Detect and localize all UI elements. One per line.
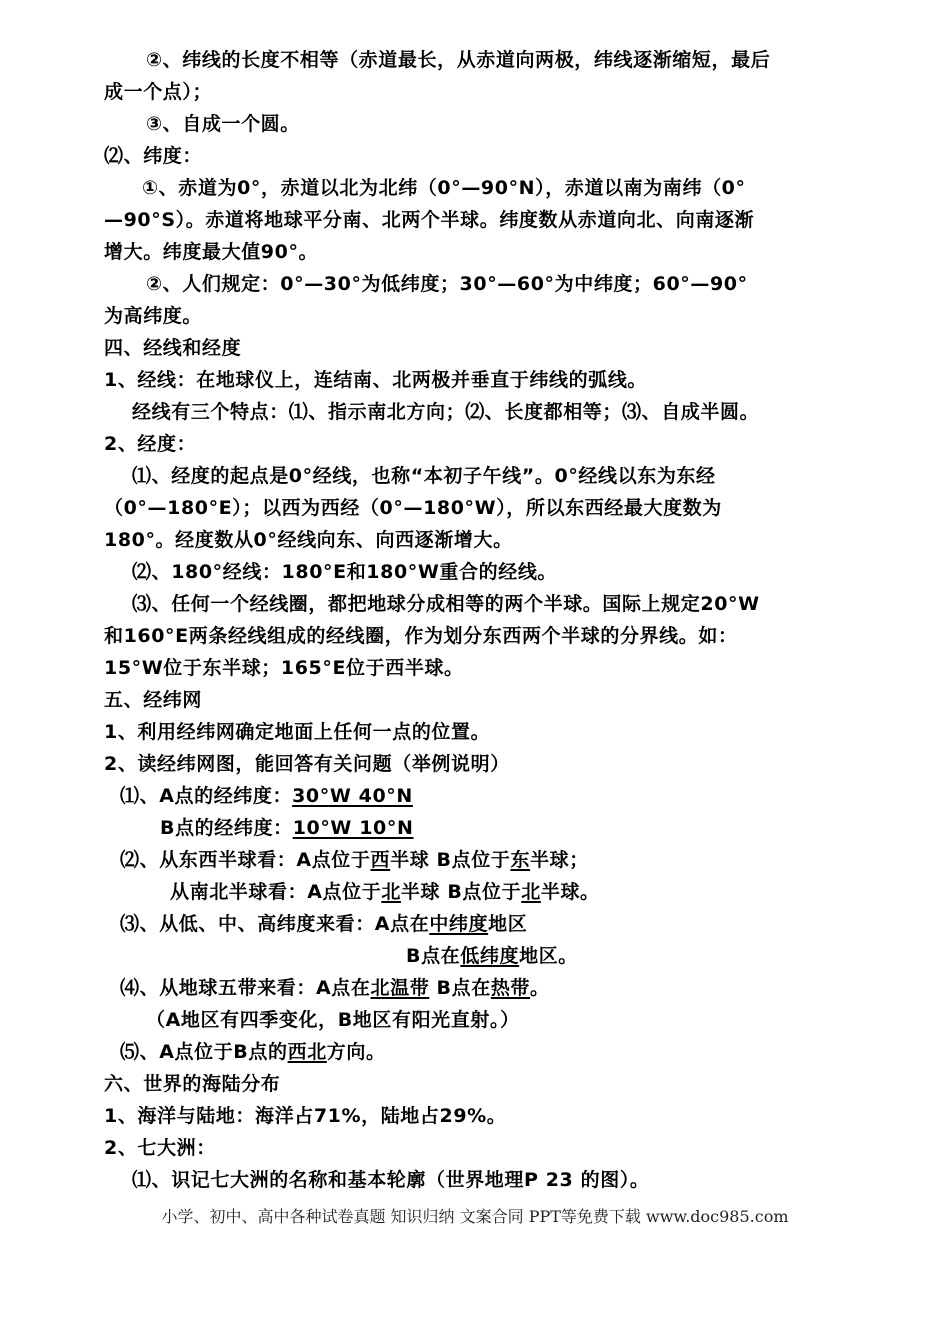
text-segment: B点在 [406, 945, 461, 967]
text-segment: 半球； [530, 849, 589, 871]
page-footer: 小学、初中、高中各种试卷真题 知识归纳 文案合同 PPT等免费下载 www.doc985.com [161, 1207, 789, 1226]
text-line: 经线有三个特点：⑴、指示南北方向；⑵、长度都相等；⑶、自成半圆。 [132, 401, 760, 423]
text-line: 六、世界的海陆分布 [104, 1073, 281, 1095]
text-line: 四、经线和经度 [104, 337, 242, 359]
underlined-answer: 北 [521, 881, 541, 903]
underlined-answer: 低纬度 [460, 945, 520, 967]
text-line: ③、自成一个圆。 [146, 113, 300, 135]
text-line [120, 784, 413, 808]
text-line: 15°W位于东半球；165°E位于西半球。 [104, 657, 464, 679]
text-line: 五、经纬网 [104, 689, 203, 711]
text-line: 成一个点）； [104, 81, 213, 103]
text-line: 和160°E两条经线组成的经线圈，作为划分东西两个半球的分界线。如： [104, 625, 738, 647]
underlined-answer: 北 [381, 881, 401, 903]
text-line: ⑶、任何一个经线圈，都把地球分成相等的两个半球。国际上规定20°W [132, 593, 760, 615]
text-line: 1、经线：在地球仪上，连结南、北两极并垂直于纬线的弧线。 [104, 369, 648, 391]
text-line: ⑴、识记七大洲的名称和基本轮廓（世界地理P 23 的图）。 [132, 1169, 650, 1191]
text-line: 180°。经度数从0°经线向东、向西逐渐增大。 [104, 529, 513, 551]
text-line: 为高纬度。 [104, 305, 203, 327]
text-line: ②、纬线的长度不相等（赤道最长，从赤道向两极，纬线逐渐缩短，最后 [146, 49, 771, 71]
text-line [120, 1040, 386, 1064]
text-line [170, 880, 600, 904]
text-line: 2、七大洲： [104, 1137, 216, 1159]
text-segment: ⑵、从东西半球看：A点位于 [120, 849, 371, 871]
text-segment: B点的经纬度： [160, 817, 293, 839]
text-line: （0°—180°E）；以西为西经（0°—180°W），所以东西经最大度数为 [104, 497, 722, 519]
text-segment: 半球。 [540, 881, 600, 903]
text-segment: 半球 B点位于 [400, 881, 522, 903]
text-line: 1、海洋与陆地：海洋占71%，陆地占29%。 [104, 1105, 507, 1127]
text-segment: 方向。 [326, 1041, 386, 1063]
text-line [120, 976, 550, 1000]
text-line: 2、读经纬网图，能回答有关问题（举例说明） [104, 753, 510, 775]
text-segment: B点在 [429, 977, 491, 999]
text-segment: 。 [530, 977, 550, 999]
text-line: ⑵、纬度： [104, 145, 203, 167]
text-line: 增大。纬度最大值90°。 [104, 241, 319, 263]
text-segment: ⑷、从地球五带来看：A点在 [120, 977, 371, 999]
text-segment: 从南北半球看：A点位于 [170, 881, 382, 903]
text-line: ⑵、180°经线：180°E和180°W重合的经线。 [132, 561, 558, 583]
text-segment: 地区 [488, 913, 528, 935]
text-line [120, 912, 527, 936]
underlined-answer: 北温带 [370, 977, 430, 999]
underlined-answer: 中纬度 [429, 913, 489, 935]
underlined-answer: 西 [370, 849, 391, 871]
text-segment: ⑸、A点位于B点的 [120, 1041, 288, 1063]
text-line: ⑴、经度的起点是0°经线，也称“本初子午线”。0°经线以东为东经 [132, 465, 716, 487]
text-line: ①、赤道为0°，赤道以北为北纬（0°—90°N），赤道以南为南纬（0° [142, 177, 746, 199]
text-line [406, 944, 578, 968]
text-line [160, 816, 413, 840]
underlined-answer: 10°W 10°N [292, 817, 414, 839]
text-segment: 半球 B点位于 [390, 849, 511, 871]
text-line: ②、人们规定：0°—30°为低纬度；30°—60°为中纬度；60°—90° [146, 273, 748, 295]
text-line: 2、经度： [104, 433, 197, 455]
text-segment: 地区。 [519, 945, 578, 967]
text-line: （A地区有四季变化，B地区有阳光直射。） [146, 1009, 520, 1031]
text-segment: ⑶、从低、中、高纬度来看：A点在 [120, 913, 430, 935]
text-line [120, 848, 589, 872]
underlined-answer: 热带 [490, 977, 531, 999]
underlined-answer: 30°W 40°N [292, 785, 413, 807]
text-segment: ⑴、A点的经纬度： [120, 785, 293, 807]
underlined-answer: 西北 [287, 1041, 327, 1063]
text-line: 1、利用经纬网确定地面上任何一点的位置。 [104, 721, 491, 743]
underlined-answer: 东 [510, 849, 531, 871]
text-line: —90°S）。赤道将地球平分南、北两个半球。纬度数从赤道向北、向南逐渐 [104, 209, 755, 231]
